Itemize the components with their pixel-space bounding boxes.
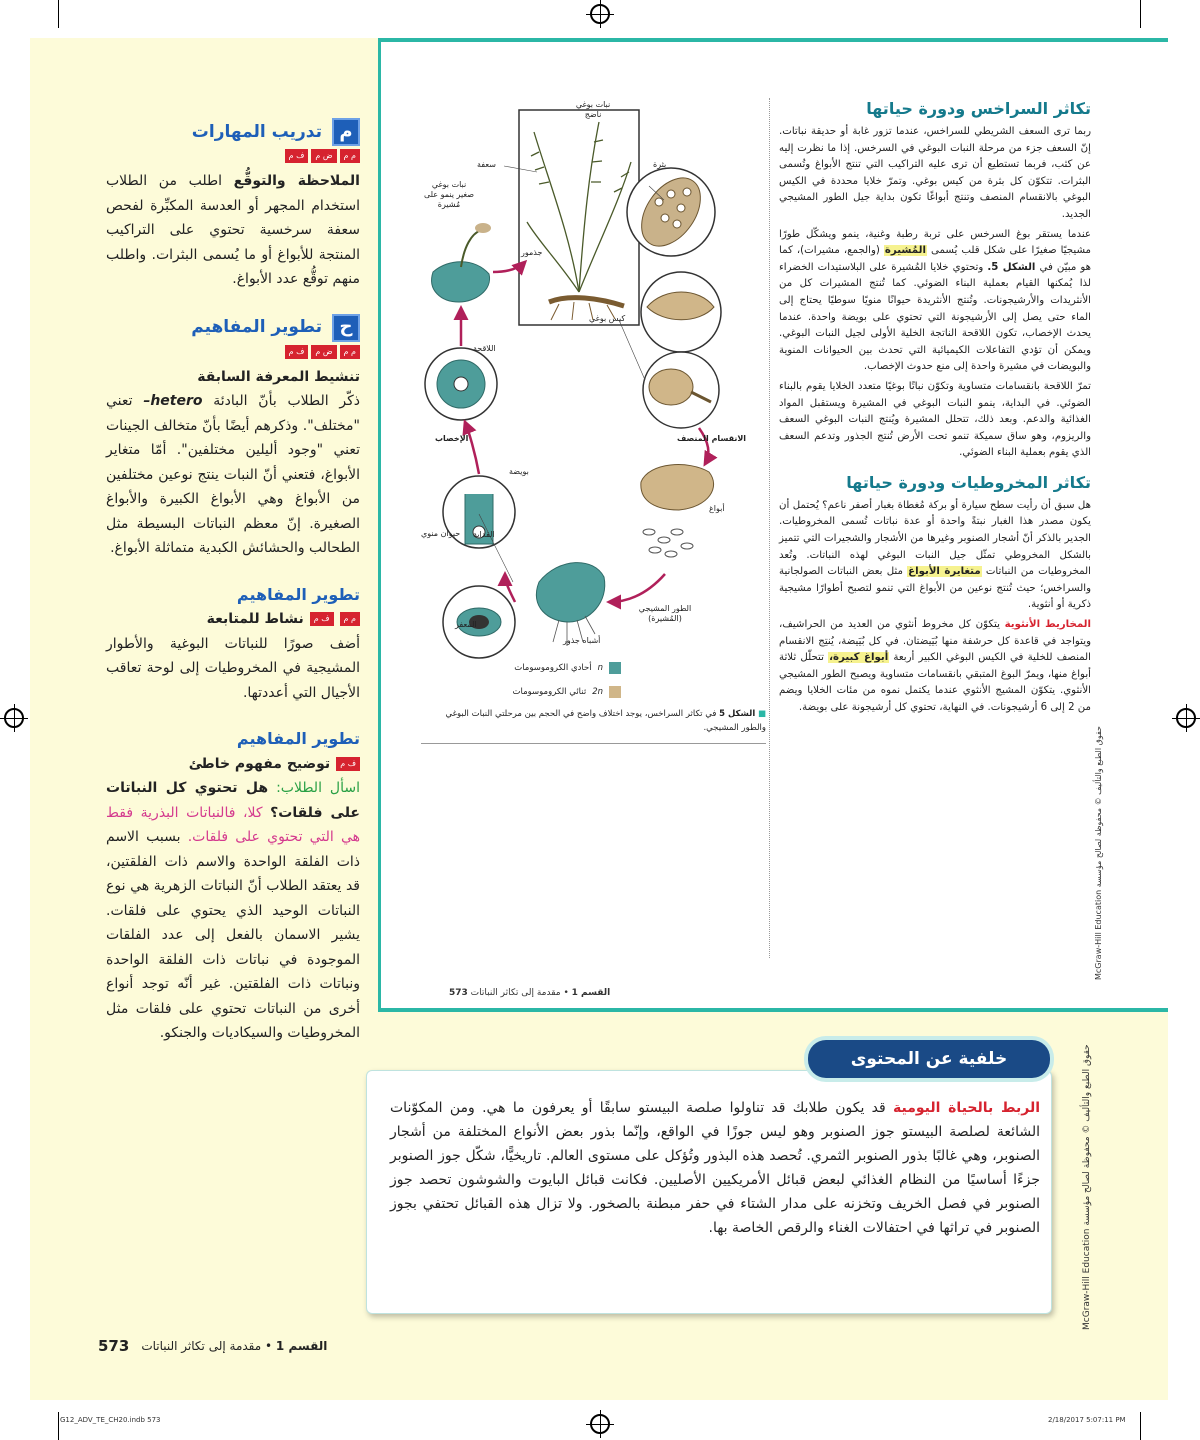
student-page [378,38,1168,1012]
footer-section-text: مقدمة إلى تكاثر النباتات [141,1339,262,1353]
trim-mark [1140,0,1141,28]
figure-reference: الشكل 5. [987,261,1036,273]
level-tag: ف م [285,149,309,163]
footer-section-label: القسم 1 [275,1339,328,1353]
skill-observe-predict [106,169,360,292]
concept-tags [106,345,360,359]
prefix-hetero: hetero– [143,393,203,409]
heading-fern-reproduction: تكاثر السراخس ودورة حياتها [866,99,1091,118]
teacher-column [106,118,360,1046]
label-meiosis: الانقسام المنصف [677,434,747,443]
followup-title: نشاط للمتابعة [206,611,304,627]
column-divider [769,98,770,958]
label-young-sporophyte: نبات بوغي صغير ينمو على مُشيرة [423,180,475,209]
student-text-column [779,98,1091,998]
text-run: هل سبق أن رأيت سطح سيارة أو بركة مُغطاة بغبار أصفر ناعم؟ يُحتمل أن يكون مصدر هذا الغبار نبتةً واحدة أو عدة نباتات تُسمى المخروطيات. الجدير بالذكر أنّ أشجار الصنوبر وغيرها من الأشجار والشجيرات التي تتميز بالشكل المخروطي تمثّل جيل النبات البوغي لهذه النباتات. وتُعد المخروطيات من النباتات [779,499,1091,578]
paragraph-prothallus [779,227,1091,376]
background-title-pill [808,1040,1050,1078]
text-run: (والجمع، مشيرات)، كما هو مبيّن في [779,245,1091,273]
label-egg: بويضة [509,467,529,476]
misconception-text [106,776,360,1046]
legend-label: ثنائي الكروموسومات [512,687,587,697]
ask-answer: كلا، فالنباتات البذرية فقط هي التي تحتوي على فلقات. [106,804,360,845]
level-tag: م م [340,149,360,163]
level-tag: م م [340,612,360,626]
prior-knowledge-title: تنشيط المعرفة السابقة [197,368,360,385]
caption-label: الشكل 5 [719,709,756,719]
level-tag: م م [340,345,360,359]
label-zygote: اللاقحة [473,344,496,353]
legend-diploid [421,686,621,698]
young-sporophyte-shape [432,262,490,302]
text-run: تعني "مختلف". وذكرهم أيضًا بأنّ متخالف الجينات تعني "وجود أليلين مختلفين". أمّا متغاير الأبواغ، فتعني أنّ النبات ينتج نوعين مختلفين من الأبواغ وهي الأبواغ الكبيرة والأبواغ الصغيرة. إنّ معظم النباتات البسيطة مثل الطحالب والحشائش الكبدية متماثلة الأبواغ. [106,393,360,556]
legend-swatch-haploid [609,662,621,674]
skills-title: تدريب المهارات [191,121,322,142]
text-run: وتحتوي خلايا المُشيرة على البلاستيدات الخضراء لذا يُمكنها القيام بعملية البناء الضوئي. كما تُنتج المشيرات كل من الأنثريدات والأرشيجونات. وتُنتج الأنثريدة حيوانًا منويًا سوطيًا يحتاج إلى الماء حتى يصل إلى الأرشيجونة التي تحتوي على بويضة واحدة. عندما يحدث الإخصاب، تكون اللاقحة الناتجة الخلية الأولى لجيل النبات البوغي. ويمكن أن تؤدي التفاعلات الكيميائية التي تحدث بين الحيوانات المنوية والبويضات في مشيرة واحدة إلى منع حدوث الإخصاب. [779,261,1091,373]
label-spores: أبواغ [709,504,725,513]
misconception-body: بسبب الاسم ذات الفلقة الواحدة والاسم ذات الفلقتين، قد يعتقد الطلاب أنّ النباتات الزهرية هي نوع النباتات الوحيد الذي يحتوي على فلقات. يشير الاسمان بالفعل إلى عدد الفلقات الموجودة في نباتات ذات الفلقة الواحدة ونباتات ذات الفلقتين. غير أنّه توجد أنواع أخرى من النباتات تحتوي على فلقات مثل المخروطيات والسيكاديات والجنكو. [106,829,360,1041]
legend-haploid [421,662,621,674]
label-frond: سعفة [477,160,496,169]
slug-file: G12_ADV_TE_CH20.indb 573 [60,1416,161,1424]
copyright-lower: حقوق الطبع والتأليف © محفوظة لصالح مؤسسة McGraw-Hill Education [1082,1044,1092,1330]
paragraph-ferns-intro: ربما ترى السعف الشريطي للسراخس، عندما تزور غابة أو حديقة نباتات. إنّ السعف جزء من مرحلة النبات البوغي في السرخس. إذا ما نظرت إليه عن كثب، فربما تستطيع أن ترى عليه التراكيب التي تنتج الأبواغ وتُسمى البثرات. تتكوّن كل بثرة من كيس بوغي. وتمرّ خلايا محددة في الكيس البوغي بالانقسام المنصف وتنتج أبواغًا تكون بداية جيل الطور المشيجي الجديد. [779,126,1091,220]
level-tag: ف م [336,757,360,771]
level-tag: ف م [285,345,309,359]
label-sporangium: كيس بوغي [589,314,626,323]
trim-mark [1140,1412,1141,1440]
text-run: ذكّر الطلاب بأنّ البادئة [213,393,361,409]
misconception-header [106,752,360,777]
registration-mark [590,1414,610,1434]
page-number: 573 [98,1337,130,1355]
label-gametophyte: الطور المشيجي (المُشيرة) [638,604,692,623]
concept-header [106,314,360,342]
level-tag: ف م [310,612,334,626]
page-footer [98,1337,327,1355]
footer-bullet: • [265,1339,273,1353]
footer-section: القسم 1 [571,988,611,998]
page-footer-section [141,1339,327,1353]
skills-header [106,118,360,146]
caption-text: في تكاثر السراخس، يوجد اختلاف واضح في الحجم بين مرحلتي النبات البوغي والطور المشيجي. [445,709,766,733]
concept-title: تطوير المفاهيم [191,317,322,338]
sporangium-open [641,465,714,510]
followup-header [106,607,360,632]
fern-life-cycle-diagram [409,62,749,702]
paragraph-conifers [779,498,1091,614]
label-sori: بثرة [653,160,667,169]
skills-tags [106,149,360,163]
caption-mark: ■ [757,709,766,719]
text-run: عندما يستقر بوغ السرخس على تربة رطبة وغنية، ينمو ويشكّل طورًا مشيجيًا صغيرًا على شكل قلب يُسمى [779,228,1092,257]
footer-bullet: • [563,988,569,998]
trim-mark [58,1412,59,1440]
background-title: خلفية عن المحتوى [850,1049,1008,1069]
misconception-title: توضيح مفهوم خاطئ [188,755,331,772]
concept2-title: تطوير المفاهيم [236,584,360,604]
gametophyte-shape [536,563,604,622]
label-mature-sporophyte: نبات بوغي ناضج [575,100,611,119]
background-text [390,1096,1040,1240]
skills-badge-icon: م [332,118,360,146]
footer-text: مقدمة إلى تكاثر النباتات [470,988,561,998]
skill-text: اطلب من الطلاب استخدام المجهر أو العدسة المكبِّرة لفحص سعفة سرخسية تحتوي على التراكيب المنتجة للأبواغ أو ما يُسمى البثرات. واطلب منهم توقُّع عدد الأبواغ. [106,173,360,287]
legend-symbol: 2n [592,687,603,697]
term-heterosporous: متغايرة الأبواغ [908,566,981,578]
trim-mark [58,0,59,28]
copyright-upper: حقوق الطبع والتأليف © محفوظة لصالح مؤسسة McGraw-Hill Education [1094,726,1103,980]
background-body: قد يكون طلابك قد تناولوا صلصة البيستو سابقًا أو يعرفون ما هي. ومن المكوّنات الشائعة لصلصة البيستو جوز الصنوبر وهو ليس جوزًا في الواقع، وإنّما بذور بعض الأنواع المختلفة من أشجار الصنوبر، وهي غالبًا بذور الصنوبر الثمري. تُحصد هذه البذور وتُؤكل على مستوى العالم. تاريخيًّا، شكّل جوز الصنوبر جزءًا أساسيًا من النظام الغذائي لبعض قبائل الأمريكيين الأصليين. فكانت قبائل البايوت والشوشون تحصد جوز الصنوبر في فصل الخريف وتخزنه على مدار الشتاء في حفر مبطنة بالصخور. ولا تزال هذه القبائل تحتفي بجوز الصنوبر في تراثها في احتفالات الغناء والرقص الخاصة بها. [390,1100,1040,1236]
registration-mark [1176,708,1196,728]
figure-caption [421,707,766,744]
label-fertilization: الإخصاب [435,434,469,443]
registration-mark [4,708,24,728]
label-archegonium: المعفر [455,620,477,629]
ask-question: هل تحتوي كل النباتات على فلقات؟ [106,780,360,821]
footer-page-number: 573 [449,988,468,998]
legend-swatch-diploid [609,686,621,698]
term-megaspores: أبواغ كبيرة، [829,652,889,664]
legend-label: أحادي الكروموسومات [514,663,592,673]
label-antheridium: القداية [473,530,495,539]
legend-symbol: n [597,663,603,673]
level-tag: ض م [311,345,336,359]
label-rhizoids: أشباه جذور [563,636,601,645]
ask-prefix: اسأل الطلاب: [276,780,360,796]
heading-conifer-reproduction: تكاثر المخروطيات ودورة حياتها [846,472,1091,492]
term-prothallus: المُشيرة [884,245,926,257]
slug-date: 2/18/2017 5:07:11 PM [1048,1416,1126,1424]
text-run: تتحلّل ثلاثة أبواغ منها، ويمرّ البوغ المتبقي بانقسامات متساوية ويصبح الطور المشيجي الأنثوي. يتكوّن المشيج الأنثوي عندما يكتمل نموه من مئات الخلايا ويضم من 2 إلى 6 أرشيجونات. في النهاية، تحتوي كل أرشيجونة على بويضة. [779,652,1091,713]
concept3-title: تطوير المفاهيم [236,729,360,748]
student-page-footer [439,988,610,998]
background-lead: الربط بالحياة اليومية [893,1100,1041,1116]
prior-knowledge-text [106,389,360,561]
text-run: يتكوّن كل مخروط أنثوي من العديد من الحراشيف، ويتواجد في قاعدة كل حرشفة منها بُيَيضتان. في كل بُيَيضة، يُنتِج الانقسام المنصف للخلية في الكيس البوغي الكبير أربعة [779,619,1091,664]
paragraph-zygote: تمرّ اللاقحة بانقسامات متساوية وتكوّن نباتًا بوغيًا متعدد الخلايا يقوم بالبناء الضوئي. في البداية، ينمو النبات البوغي في المشيرة ويستقبل المواد الغذائية والدعم. وبعد ذلك، تتحلل المشيرة ويُنتج النبات البوغي السعف والريزوم، وهو ساق سميكة تنمو تحت الأرض تُنتج الجذور وتدعم السعف الذي يقوم بعملية البناء الضوئي. [779,380,1091,459]
level-tag: ض م [311,149,336,163]
concept-badge-icon: ح [332,314,360,342]
label-sperm: حيوان منوي [421,529,461,538]
text-run: مثل بعض النباتات الصولجانية والسراخس؛ حيث تُنتج نوعين من الأبواغ التي تنمو لتصبح أطوارًا مشيجية ذكرية أو أنثوية. [779,566,1091,611]
label-rhizome: جذمور [521,248,543,257]
paragraph-female-cones [779,617,1091,717]
followup-text: أضف صورًا للنباتات البوغية والأطوار المشيجية في المخروطيات إلى لوحة تعاقب الأجيال التي أعددتها. [106,635,360,701]
skill-title: الملاحظة والتوقُّع [233,173,360,189]
lead-female-cones: المخاريط الأنثوية [1004,619,1091,631]
spore-dots [643,529,693,557]
registration-mark [590,4,610,24]
